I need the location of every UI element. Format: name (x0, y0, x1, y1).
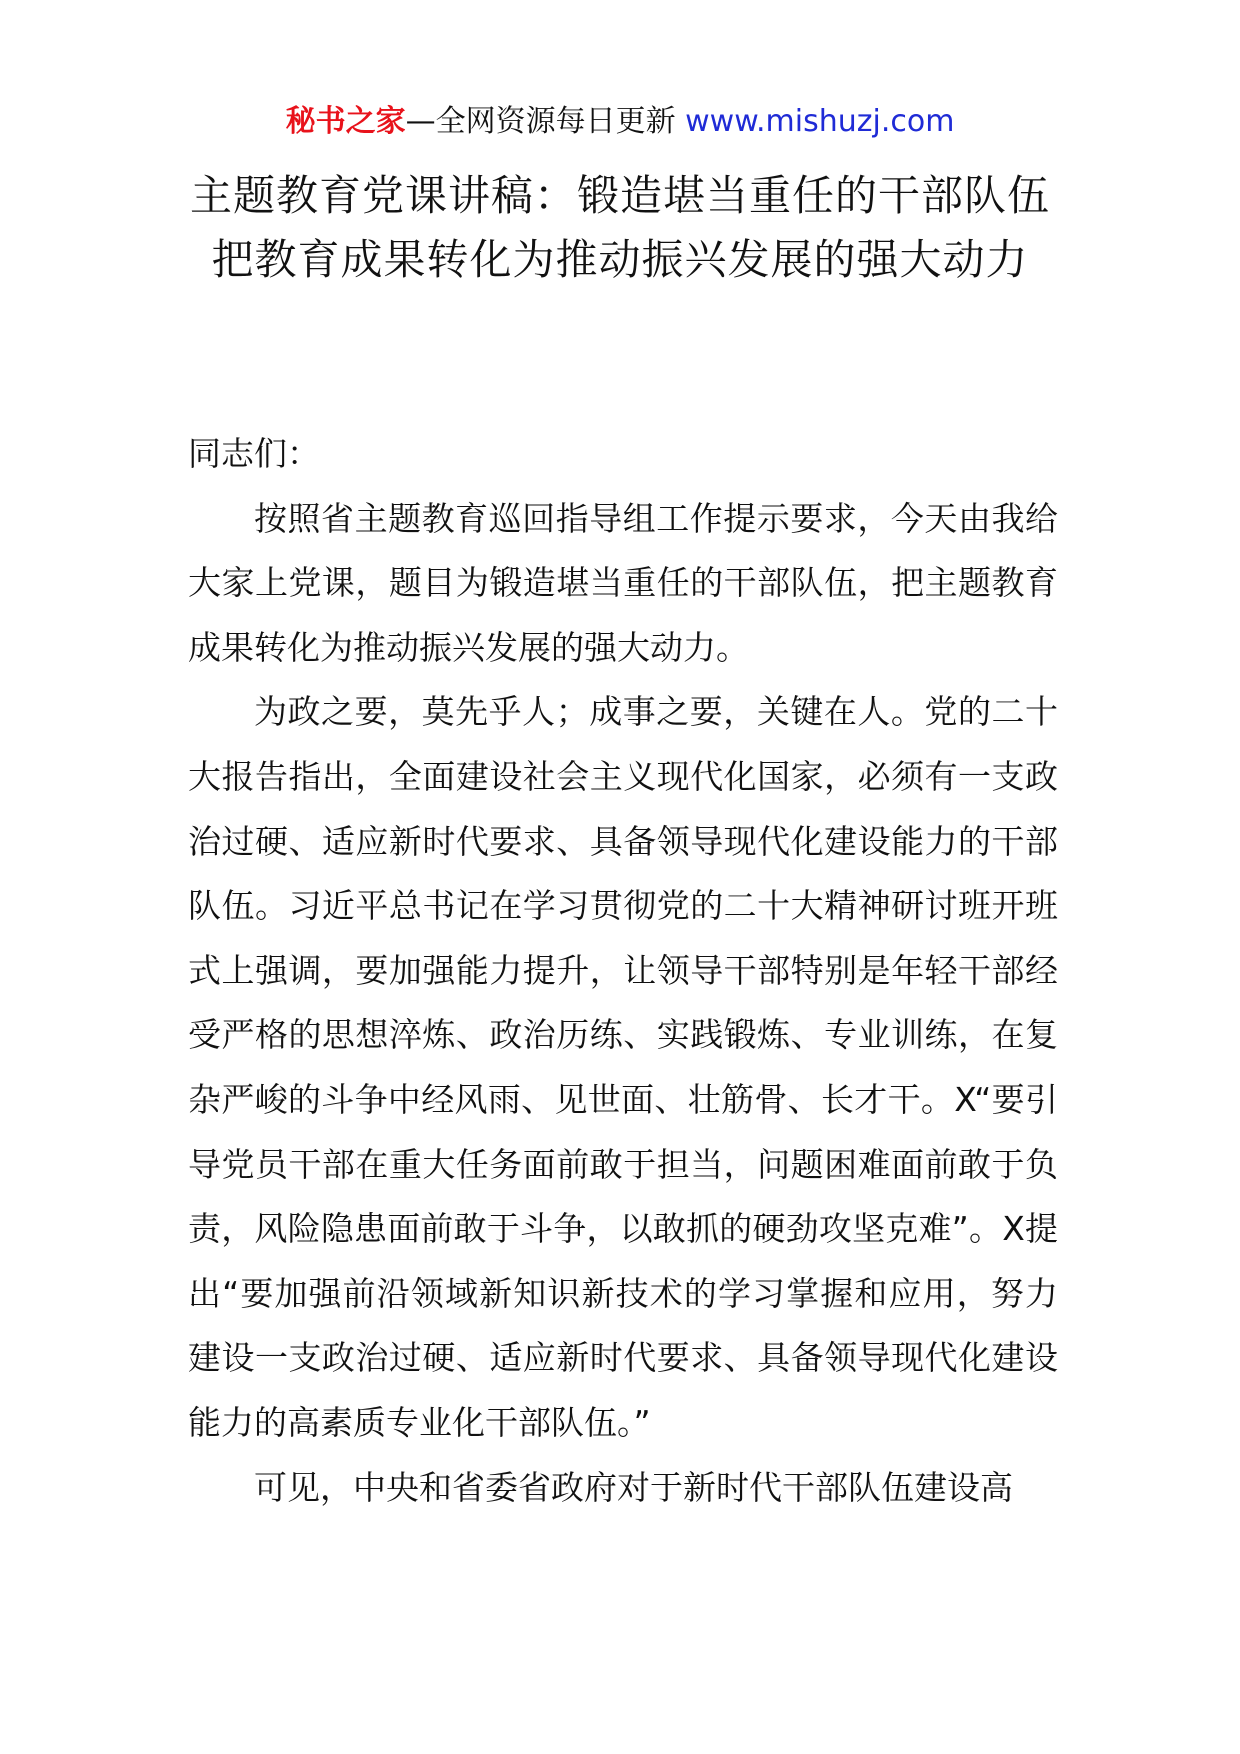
paragraph-3: 可见，中央和省委省政府对于新时代干部队伍建设高 (254, 1467, 1013, 1507)
site-brand: 秘书之家 (285, 104, 406, 139)
salutation: 同志们： (188, 434, 320, 473)
paragraph-1: 按照省主题教育巡回指导组工作提示要求，今天由我给大家上党课，题目为锻造堪当重任的干部队伍，把主题教育成果转化为推动振兴发展的强大动力。 (188, 498, 1058, 667)
site-tagline: —全网资源每日更新 (405, 104, 686, 139)
document-title: 主题教育党课讲稿：锻造堪当重任的干部队伍把教育成果转化为推动振兴发展的强大动力 (190, 171, 1051, 284)
site-header (0, 100, 1240, 144)
paragraph-2: 为政之要，莫先乎人；成事之要，关键在人。党的二十大报告指出，全面建设社会主义现代化国家，必须有一支政治过硬、适应新时代要求、具备领导现代化建设能力的干部队伍。习近平总书记在学习贯彻党的二十大精神研讨班开班式上强调，要加强能力提升，让领导干部特别是年轻干部经受严格的思想淬炼、政治历练、实践锻炼、专业训练，在复杂严峻的斗争中经风雨、见世面、壮筋骨、长才干。X“要引导党员干部在重大任务面前敢于担当，问题困难面前敢于负责，风险隐患面前敢于斗争，以敢抓的硬劲攻坚克难”。X提出“要加强前沿领域新知识新技术的学习掌握和应用，努力建设一支政治过硬、适应新时代要求、具备领导现代化建设能力的高素质专业化干部队伍。” (188, 692, 1058, 1442)
site-url[interactable]: www.mishuzj.com (685, 104, 955, 139)
document-body (188, 422, 1058, 1520)
